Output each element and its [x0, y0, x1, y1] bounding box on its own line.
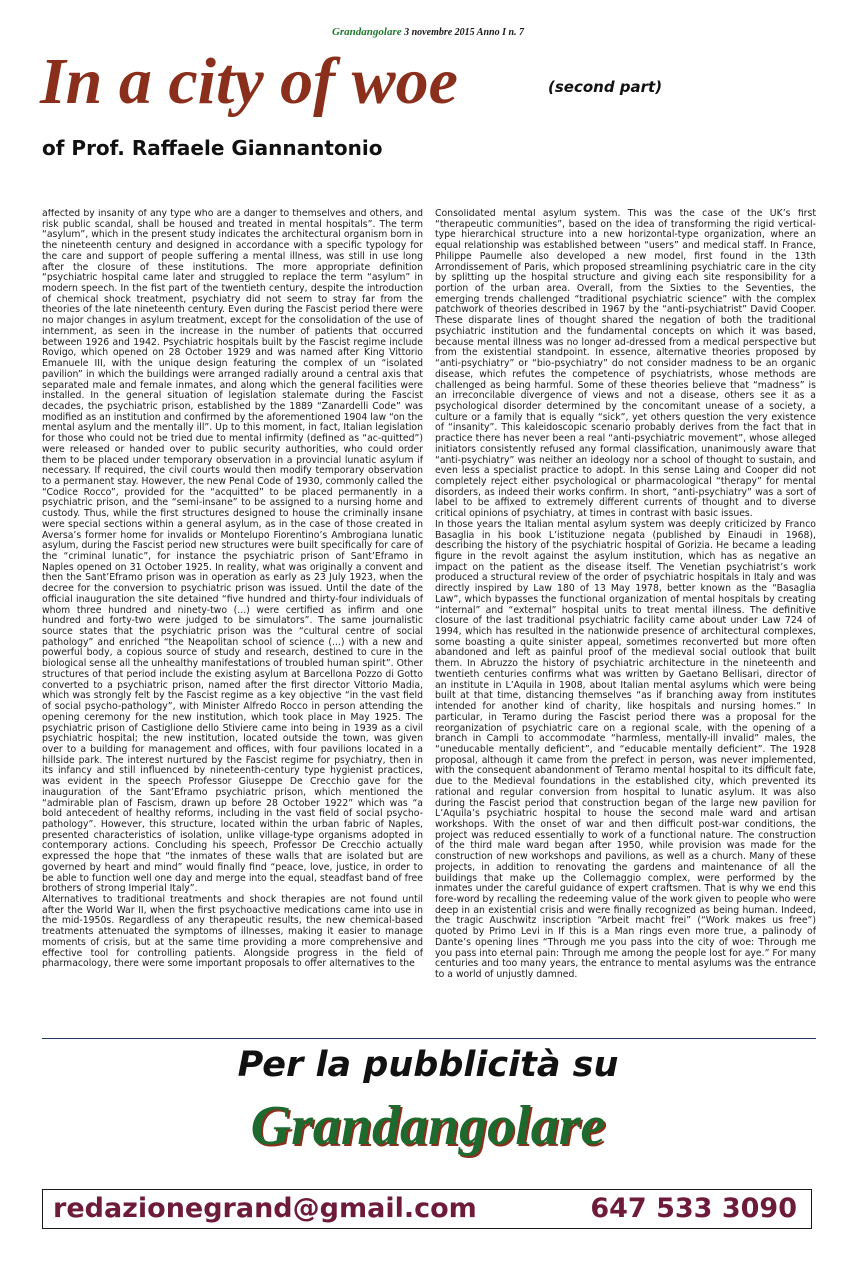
article-subtitle: (second part) [548, 78, 663, 96]
masthead-issue: 3 novembre 2015 Anno I n. 7 [404, 27, 525, 38]
article-author: of Prof. Raffaele Giannantonio [42, 136, 383, 160]
article-column-right [435, 209, 816, 1027]
advert-email-link[interactable]: redazionegrand@gmail.com [53, 1193, 477, 1224]
paragraph: In those years the Italian mental asylum system was deeply criticized by Franco Basaglia in his book L’istituzione negata (published by Einaudi in 1968), describing the history of the psychiatric hospital of Gorizia. He became a leading figure in the revolt against the asylum institution, which has as negative an impact on the patient as the disease itself. The Venetian psychiatrist’s work produced a structural review of the order of psychiatric hospitals in Italy and was directly inspired by Law 180 of 13 May 1978, better known as the “Basaglia Law”, which bypasses the functional organization of mental hospitals by creating “internal” and “external” hospital units to treat mental illness. The definitive closure of the last traditional psychiatric facility came about under Law 724 of 1994, which has resulted in the nationwide presence of architectural complexes, some boasting a quite sinister appeal, sometimes reconverted but more often abandoned and left as painful proof of the medieval social outlook that built them. In Abruzzo the history of psychiatric architecture in the nineteenth and twentieth centuries confirms what was written by Gaetano Bellisari, director of an institute in L’Aquila in 1908, about Italian mental asylums which were being built at that time, distancing themselves “as if branching away from institutes intended for another kind of charity, like hospitals and nursing homes.” In particular, in Teramo during the Fascist period there was a proposal for the reorganization of psychiatric care on a regional scale, with the opening of a branch in Campli to accommodate “harmless, mentally-ill invalid” males, the “uneducable mentally deficient”, and “educable mentally deficient”. The 1928 proposal, although it came from the prefect in person, was never implemented, with the consequent abandonment of Teramo mental hospital to its difficult fate, due to the Medieval foundations in the established city, which prevented its rational and regular conversion from hospital to lunatic asylum. It was also during the Fascist period that construction began of the large new pavilion for L’Aquila’s psychiatric hospital to house the second male ward and artisan workshops. With the onset of war and then difficult post-war conditions, the project was reduced essentially to work of a functional nature. The construction of the third male ward began after 1950, while provision was made for the construction of new workshops and pavilions, as well as a church. Many of these projects, in addition to renovating the gardens and maintenance of all the buildings that make up the Collemaggio complex, were performed by the inmates under the careful guidance of expert craftsmen. That is why we end this fore-word by recalling the redeeming value of the work given to people who were deep in an existential crisis and were finally recognized as being human. Indeed, the tragic Auschwitz inscription “Arbeit macht frei” (“Work makes us free”) quoted by Primo Levi in If this is a Man rings even more true, a palinody of Dante’s opening lines “Through me you pass into the city of woe: Through me you pass into eternal pain: Through me among the people lost for aye.” For many centuries and too many years, the entrance to mental asylums was the entrance to a world of unjustly damned. [435, 518, 816, 981]
advert-contact-box [42, 1189, 812, 1229]
advert-phone-number: 647 533 3090 [590, 1193, 797, 1224]
paragraph: Alternatives to traditional treatments and shock therapies are not found until after the World War II, when the first psychoactive medications came into use in the mid-1950s. Regardless of any therapeutic results, the new chemical-based treatments attenuated the symptoms of illnesses, making it easier to manage moments of crisis, but at the same time providing a more comprehensive and effective tool for controlling patients. Alongside progress in the field of pharmacology, there were some important proposals to offer alternatives to the [42, 894, 423, 970]
masthead-brand: Grandangolare [331, 26, 402, 38]
masthead [0, 26, 856, 38]
article-column-left [42, 209, 423, 1027]
article-body [42, 209, 816, 1027]
paragraph: Consolidated mental asylum system. This was the case of the UK’s first “therapeutic communities”, based on the idea of transforming the rigid vertical-type hierarchical structure into a new horizontal-type organization, where an equal relationship was established between “users” and medical staff. In France, Philippe Paumelle also developed a new model, first found in the 13th Arrondissement of Paris, which proposed streamlining psychiatric care in the city by splitting up the hospital structure and giving each site responsibility for a portion of the urban area. Overall, from the Sixties to the Seventies, the emerging trends challenged “traditional psychiatric science” with the complex patchwork of theories described in 1967 by the “anti-psychiatrist” David Cooper. These disparate lines of thought shared the negation of both the traditional psychiatric institution and the fundamental concepts on which it was based, because mental illness was no longer ad-dressed from a medical perspective but from the existential standpoint. In essence, alternative theories proposed by “anti-psychiatry” or “bio-psychiatry” do not consider madness to be an organic disease, which refutes the competence of psychiatrists, whose methods are challenged as being harmful. Some of these theories believe that “madness” is an irreconcilable divergence of views and not a disease, others see it as a psychological disorder determined by the concomitant unease of a society, a culture or a family that is equally “sick”, yet others question the very existence of “insanity”. This kaleidoscopic scenario probably derives from the fact that in practice there has never been a real “anti-psychiatric movement”, whose alleged initiators consistently refused any formal classification, unanimously aware that “anti-psychiatry” was neither an ideology nor a school of thought to sustain, and even less a specialist practice to adopt. In this sense Laing and Cooper did not completely reject either psychological or pharmacological “therapy” for mental disorders, as indeed their works confirm. In short, “anti-psychiatry” was a sort of label to be affixed to extremely different currents of thought and to diverse critical opinions of psychiatry, at times in contrast with basic issues. [435, 209, 816, 520]
paragraph: affected by insanity of any type who are a danger to themselves and others, and risk public scandal, shall be housed and treated in mental hospitals”. The term “asylum”, which in the present study indicates the architectural organism born in the nineteenth century and designed in accordance with a specific typology for the care and support of people suffering a mental illness, was still in use long after the closure of these institutions. The more appropriate definition “psychiatric hospital came later and struggled to replace the term “asylum” in modern speech. In the fist part of the twentieth century, despite the introduction of chemical shock treatment, psychiatry did not seem to stray far from the theories of the late nineteenth century. Even during the Fascist period there were no major changes in asylum treatment, except for the consolidation of the use of internment, as seen in the increase in the number of patients that occurred between 1926 and 1942. Psychiatric hospitals built by the Fascist regime include Rovigo, which opened on 28 October 1929 and was named after King Vittorio Emanuele III, with the unique design featuring the complex of un “isolated pavilion” in which the buildings were arranged radially around a central axis that separated male and female inmates, and along which the general facilities were installed. In the general situation of legislation stalemate during the Fascist decades, the psychiatric prison, established by the 1889 “Zanardelli Code” was modified as an institution and confirmed by the aforementioned 1904 law “on the mental asylum and the mentally ill”. Up to this moment, in fact, Italian legislation for those who could not be tried due to mental infirmity (defined as “ac-quitted”) were released or handed over to public security authorities, who could order them to be placed under temporary observation in a provincial lunatic asylum if necessary. If required, the civil courts would then modify temporary observation to a permanent stay. However, the new Penal Code of 1930, commonly called the “Codice Rocco”, provided for the “acquitted” to be placed permanently in a psychiatric prison, and the “semi-insane” to be assigned to a nursing home and custody. Thus, while the first structures designed to house the criminally insane were special sections within a general asylum, as in the case of those created in Aversa’s former home for invalids or Montelupo Fiorentino’s Ambrogiana lunatic asylum, during the Fascist period new structures were built specifically for care of the “criminal lunatic”, for instance the psychiatric prison of Sant’Eframo in Naples opened on 31 October 1925. In reality, what was originally a convent and then the Sant’Eframo prison was in operation as early as 23 July 1923, when the decree for the conversion to psychiatric prison was issued. Until the date of the official inauguration the site detained “five hundred and thirty-four individuals of whom three hundred and ninety-two (...) were certified as infirm and one hundred and forty-two were judged to be simulators”. The same journalistic source states that the psychiatric prison was the “cultural centre of social pathology” and enriched “the Neapolitan school of science (...) with a new and powerful body, a copious source of study and research, destined to cure in the biological sense all the unhealthy manifestations of troubled human spirit”. Other structures of that period include the existing asylum at Barcellona Pozzo di Gotto converted to a psychiatric prison, named after the first director Vittorio Madia, which was strongly felt by the Fascist regime as a key objective “in the vast field of social psycho-pathology”, with Minister Alfredo Rocco in person attending the opening ceremony for the new institution, which took place in May 1925. The psychiatric prison of Castiglione dello Stiviere came into being in 1939 as a civil psychiatric hospital; the new institution, located outside the town, was given over to a building for management and offices, with four pavilions located in a hillside park. The interest nurtured by the Fascist regime for psychiatry, then in its infancy and still influenced by nineteenth-century type hygienist practices, was evident in the speech Professor Giuseppe De Crecchio gave for the inauguration of the Sant’Eframo psychiatric prison, which mentioned the “admirable plan of Fascism, drawn up before 28 October 1922” which was “a bold antecedent of healthy reforms, including in the vast field of social psycho-pathology”. However, this structure, located within the urban fabric of Naples, presented characteristics of isolation, unlike village-type organisms adopted in contemporary actions. Concluding his speech, Professor De Crecchio actually expressed the hope that “the inmates of these walls that are isolated but are governed by heart and mind” would finally find “peace, love, justice, in order to be able to function well one day and merge into the equal, steadfast band of free brothers of strong Imperial Italy”. [42, 209, 423, 895]
advert-brand-logo: Grandangolare [250, 1095, 606, 1157]
advert-headline: Per la pubblicità su [237, 1045, 619, 1085]
section-divider [42, 1038, 816, 1039]
article-title: In a city of woe [40, 45, 458, 118]
